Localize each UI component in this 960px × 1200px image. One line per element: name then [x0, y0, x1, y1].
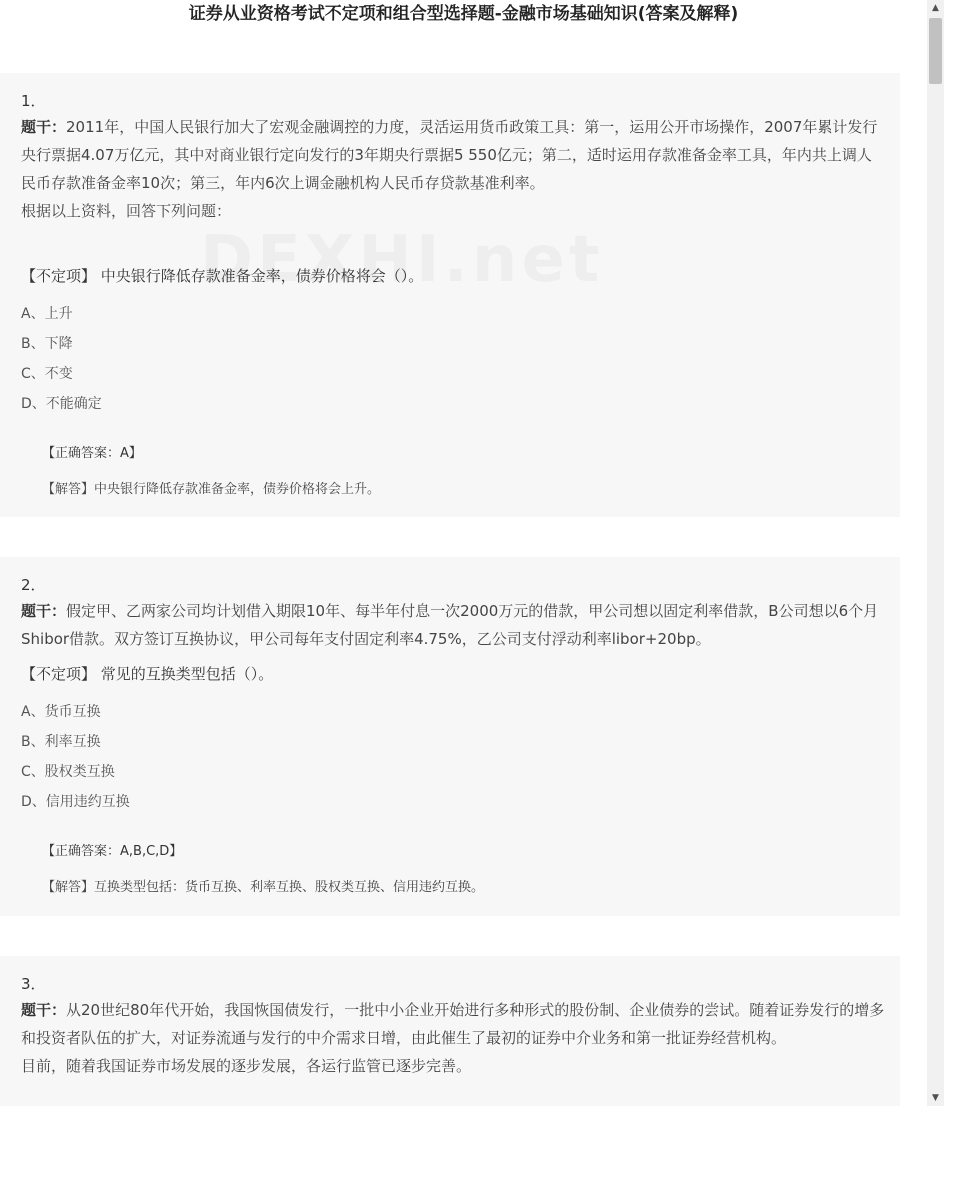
option-a[interactable]: A、货币互换: [21, 704, 101, 720]
stem-label: 题干：: [21, 118, 67, 136]
scrollbar-thumb[interactable]: [929, 18, 942, 84]
option-c[interactable]: C、股权类互换: [21, 764, 115, 780]
option-d[interactable]: D、信用违约互换: [21, 794, 130, 810]
question-stem: [21, 113, 886, 225]
question-number: 1．: [21, 92, 46, 110]
stem-text: 根据以上资料，回答下列问题：: [21, 202, 232, 220]
question-number: 2．: [21, 576, 46, 594]
stem-label: 题干：: [21, 1001, 67, 1019]
option-list: [21, 299, 886, 419]
type-tag: 【不定项】: [21, 665, 97, 683]
correct-answer: 【正确答案：A】: [42, 446, 142, 461]
sub-question: [21, 663, 886, 685]
stem-label: 题干：: [21, 602, 67, 620]
stem-text: 假定甲、乙两家公司均计划借入期限10年、每半年付息一次2000万元的借款，甲公司想以固定利率借款，B公司想以6个月Shibor借款。双方签订互换协议，甲公司每年支付固定利率4.75%，乙公司支付浮动利率libor+20bp。: [21, 602, 879, 648]
answer-analysis: 【解答】中央银行降低存款准备金率，债券价格将会上升。: [42, 482, 381, 497]
correct-answer: 【正确答案：A,B,C,D】: [42, 844, 183, 859]
option-b[interactable]: B、利率互换: [21, 734, 101, 750]
option-b[interactable]: B、下降: [21, 336, 73, 352]
stem-text: 2011年，中国人民银行加大了宏观金融调控的力度，灵活运用货币政策工具：第一，运用公开市场操作，2007年累计发行央行票据4.07万亿元，其中对商业银行定向发行的3年期央行票据5 550亿元；第二，适时运用存款准备金率工具，年内共上调人民币存款准备金率10次；第三，年内6次上调金融机构人民币存贷款基准利率。: [21, 118, 878, 192]
answer-analysis: 【解答】互换类型包括：货币互换、利率互换、股权类互换、信用违约互换。: [42, 880, 485, 895]
question-card: [0, 956, 900, 1106]
sub-question-text: 中央银行降低存款准备金率，债券价格将会（）。: [100, 267, 424, 285]
type-tag: 【不定项】: [21, 267, 97, 285]
vertical-scrollbar[interactable]: [927, 0, 944, 1106]
question-card: [0, 73, 900, 517]
question-stem: [21, 996, 886, 1080]
scroll-down-icon[interactable]: ▼: [932, 1093, 939, 1103]
sub-question-text: 常见的互换类型包括（）。: [100, 665, 274, 683]
option-c[interactable]: C、不变: [21, 366, 73, 382]
option-a[interactable]: A、上升: [21, 306, 73, 322]
question-number: 3．: [21, 975, 46, 993]
question-card: [0, 557, 900, 916]
page-title: 证券从业资格考试不定项和组合型选择题-金融市场基础知识(答案及解释): [188, 4, 739, 24]
question-stem: [21, 597, 886, 653]
sub-question: [21, 265, 886, 287]
option-d[interactable]: D、不能确定: [21, 396, 102, 412]
stem-text: 目前，随着我国证券市场发展的逐步发展，各运行监管已逐步完善。: [21, 1057, 472, 1075]
scroll-up-icon[interactable]: ▲: [932, 3, 939, 13]
stem-text: 从20世纪80年代开始，我国恢国债发行，一批中小企业开始进行多种形式的股份制、企业债券的尝试。随着证券发行的增多和投资者队伍的扩大，对证券流通与发行的中介需求日增，由此催生了最初的证券中介业务和第一批证券经营机构。: [21, 1001, 885, 1047]
option-list: [21, 697, 886, 817]
